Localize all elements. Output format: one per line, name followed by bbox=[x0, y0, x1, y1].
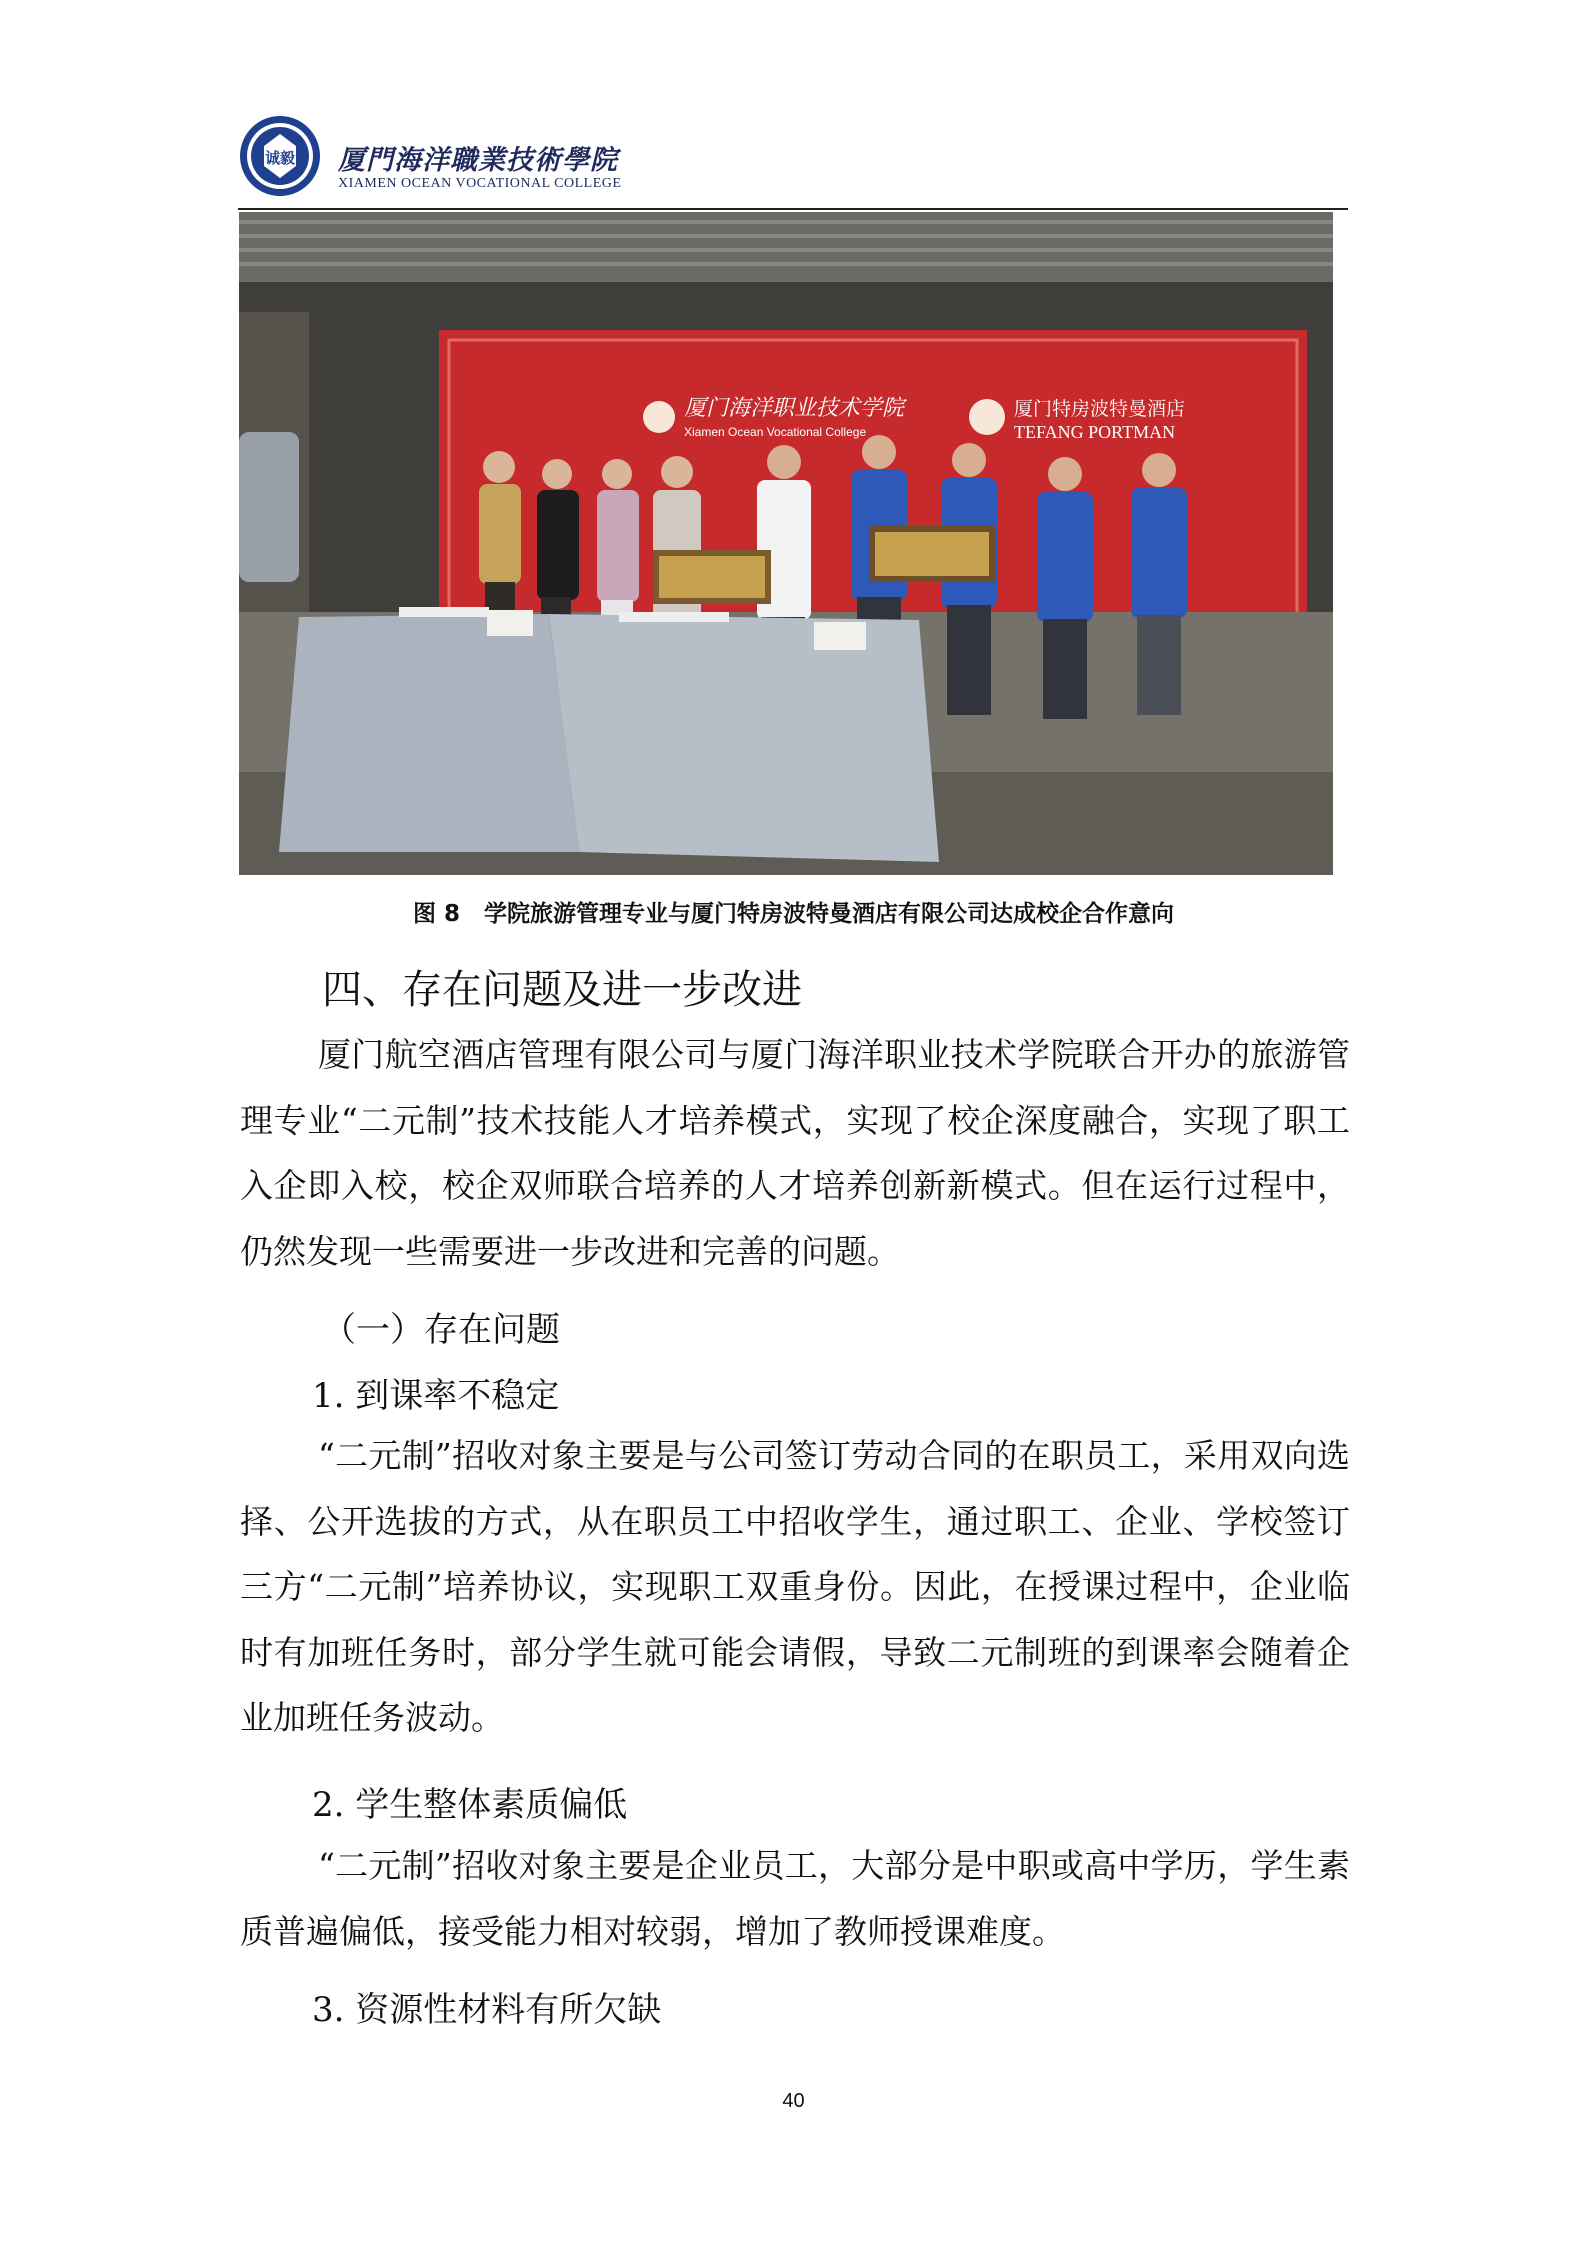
issue-1-text: “二元制”招收对象主要是与公司签订劳动合同的在职员工，采用双向选择、公开选拔的方式，从在职员工中招收学生，通过职工、企业、学校签订三方“二元制”培养协议，实现职工双重身份。因此，在授课过程中，企业临时有加班任务时，部分学生就可能会请假，导致二元制班的到课率会随着企业加班任务波动。 bbox=[240, 1436, 1350, 1737]
issue-2-text: “二元制”招收对象主要是企业员工，大部分是中职或高中学历，学生素质普遍偏低，接受能力相对较弱，增加了教师授课难度。 bbox=[240, 1846, 1350, 1951]
backdrop-college-en: Xiamen Ocean Vocational College bbox=[684, 425, 867, 439]
backdrop-hotel-en: TEFANG PORTMAN bbox=[1014, 422, 1176, 442]
college-name-cn: 厦門海洋職業技術學院 bbox=[338, 145, 618, 176]
backdrop-hotel-cn: 厦门特房波特曼酒店 bbox=[1014, 398, 1186, 420]
signing-table-right bbox=[549, 614, 939, 862]
signing-table-left bbox=[279, 614, 579, 852]
section-title: 四、存在问题及进一步改进 bbox=[322, 967, 802, 1013]
issue-3-title: 3. 资源性材料有所欠缺 bbox=[312, 1990, 662, 2030]
figure-label: 图 8 bbox=[412, 901, 460, 927]
college-seal-logo bbox=[238, 114, 322, 198]
seal-text: 诚毅 bbox=[264, 149, 296, 167]
figure-caption bbox=[0, 895, 1587, 928]
backdrop-college-cn: 厦门海洋职业技术学院 bbox=[684, 396, 905, 421]
issue-1-title: 1. 到课率不稳定 bbox=[312, 1376, 560, 1416]
intro-paragraph: 厦门航空酒店管理有限公司与厦门海洋职业技术学院联合开办的旅游管理专业“二元制”技术技能人才培养模式，实现了校企深度融合，实现了职工入企即入校，校企双师联合培养的人才培养创新新模式。但在运行过程中，仍然发现一些需要进一步改进和完善的问题。 bbox=[240, 1035, 1350, 1271]
header-divider bbox=[238, 208, 1348, 210]
page-number: 40 bbox=[782, 2090, 805, 2112]
subsection-title: （一）存在问题 bbox=[322, 1310, 560, 1350]
issue-2-title: 2. 学生整体素质偏低 bbox=[312, 1785, 628, 1825]
signing-ceremony-photo bbox=[239, 212, 1333, 875]
college-name-en: XIAMEN OCEAN VOCATIONAL COLLEGE bbox=[338, 176, 622, 191]
figure-caption-text: 学院旅游管理专业与厦门特房波特曼酒店有限公司达成校企合作意向 bbox=[484, 901, 1174, 927]
page-header bbox=[238, 110, 1348, 208]
